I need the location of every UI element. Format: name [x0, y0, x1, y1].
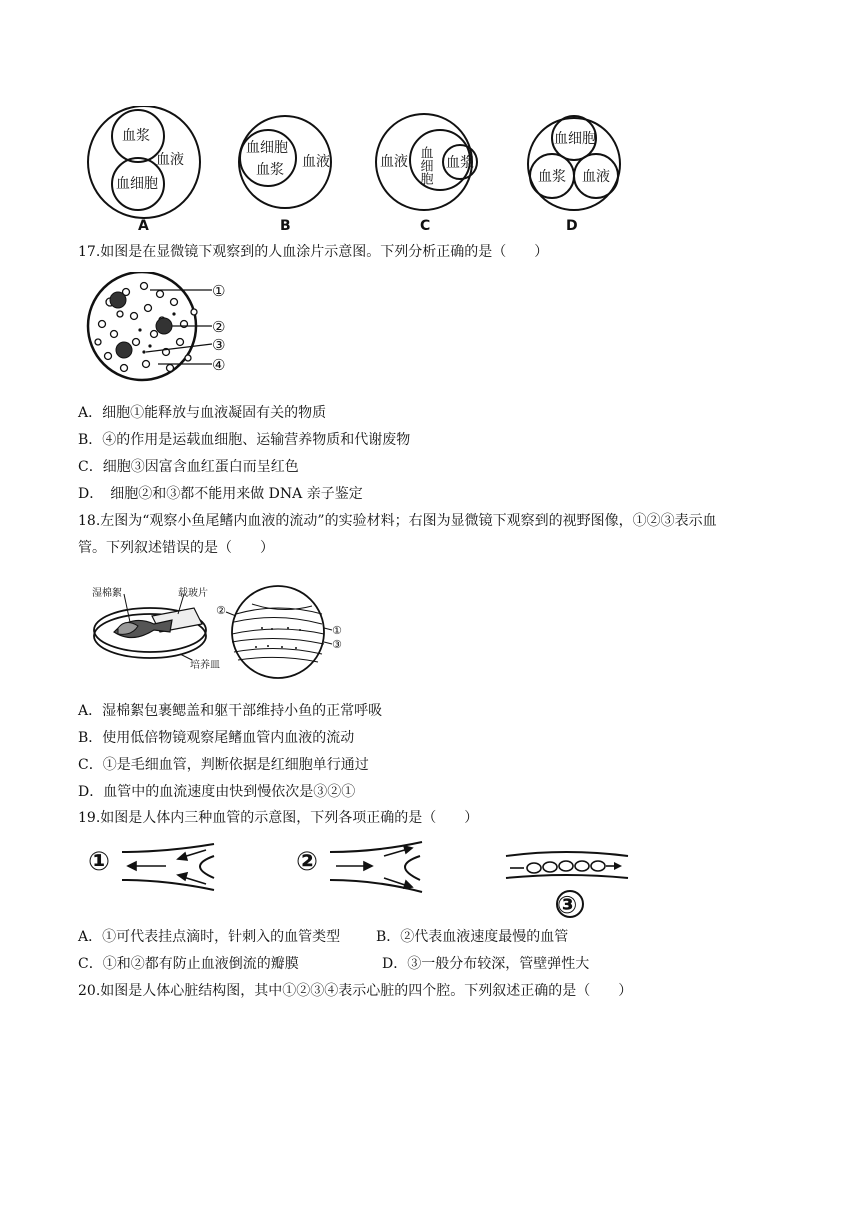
venn-B-outer: 血液	[302, 154, 330, 170]
q19-option-d: D．③一般分布较深，管壁弹性大	[382, 956, 590, 972]
q17-option-a: A．细胞①能释放与血液凝固有关的物质	[78, 405, 327, 421]
q17-marker-2: ②	[212, 318, 226, 336]
q17-stem: 17.如图是在显微镜下观察到的人血涂片示意图。下列分析正确的是（ ）	[78, 244, 549, 260]
vessel-3-marker: ③	[557, 891, 578, 919]
q17-option-d: D． 细胞②和③都不能用来做 DNA 亲子鉴定	[78, 486, 363, 502]
venn-B-inner2: 血浆	[256, 162, 284, 178]
q19-option-b: B．②代表血液速度最慢的血管	[376, 929, 569, 945]
venn-A-label: A	[138, 218, 149, 234]
label-petri-dish: 培养皿	[190, 660, 220, 671]
q18-fig-marker-2: ②	[216, 604, 226, 617]
vessel-1	[88, 844, 214, 890]
q18-option-d: D．血管中的血流速度由快到慢依次是③②①	[78, 784, 356, 800]
q17-option-b: B．④的作用是运载血细胞、运输营养物质和代谢废物	[78, 432, 411, 448]
venn-D	[528, 116, 620, 234]
vessel-1-marker: ①	[88, 847, 111, 877]
q18-stem-line1: 18.左图为“观察小鱼尾鳍内血液的流动”的实验材料；右图为显微镜下观察到的视野图像，①②③表示血	[78, 513, 717, 529]
q18-option-b: B．使用低倍物镜观察尾鳍血管内血液的流动	[78, 730, 355, 746]
q19-stem: 19.如图是人体内三种血管的示意图，下列各项正确的是（ ）	[78, 810, 479, 826]
vessel-3	[506, 852, 628, 919]
venn-B	[239, 116, 331, 234]
venn-D-inner1: 血细胞	[554, 131, 596, 147]
blood-smear-figure	[84, 272, 244, 384]
blood-vessels-figure	[86, 838, 646, 920]
q18-fig-marker-1: ①	[332, 624, 342, 637]
venn-C-inner2: 血浆	[446, 155, 474, 171]
q18-fig-marker-3: ③	[332, 638, 342, 651]
q17-marker-4: ④	[212, 356, 226, 374]
venn-B-inner1: 血细胞	[246, 140, 288, 156]
venn-C	[376, 114, 477, 234]
fish-tail-experiment-figure	[92, 584, 352, 688]
label-wet-cotton: 湿棉絮	[92, 588, 122, 599]
venn-diagrams	[80, 106, 640, 234]
vessel-2-marker: ②	[296, 847, 319, 877]
venn-B-label: B	[280, 218, 291, 234]
venn-D-inner2: 血浆	[538, 169, 566, 185]
venn-A	[88, 106, 200, 234]
venn-C-label: C	[420, 218, 431, 234]
venn-C-outer: 血液	[380, 154, 408, 170]
vessel-2	[296, 842, 422, 892]
venn-A-outer: 血液	[156, 152, 184, 168]
venn-C-inner1: 血细胞	[417, 146, 433, 185]
q17-marker-1: ①	[212, 282, 226, 300]
q19-option-c: C．①和②都有防止血液倒流的瓣膜	[78, 956, 299, 972]
venn-A-inner1: 血浆	[122, 128, 150, 144]
q17-marker-3: ③	[212, 336, 226, 354]
q19-option-a: A．①可代表挂点滴时，针刺入的血管类型	[78, 929, 341, 945]
label-glass-slide: 载玻片	[178, 588, 208, 599]
q20-stem: 20.如图是人体心脏结构图，其中①②③④表示心脏的四个腔。下列叙述正确的是（ ）	[78, 983, 633, 999]
venn-A-inner2: 血细胞	[116, 176, 158, 192]
q17-option-c: C．细胞③因富含血红蛋白而呈红色	[78, 459, 299, 475]
q18-option-a: A．湿棉絮包裹鳃盖和躯干部维持小鱼的正常呼吸	[78, 703, 383, 719]
q18-option-c: C．①是毛细血管，判断依据是红细胞单行通过	[78, 757, 369, 773]
q18-stem-line2: 管。下列叙述错误的是（ ）	[78, 540, 274, 556]
venn-D-label: D	[566, 218, 578, 234]
venn-D-inner3: 血液	[582, 169, 610, 185]
